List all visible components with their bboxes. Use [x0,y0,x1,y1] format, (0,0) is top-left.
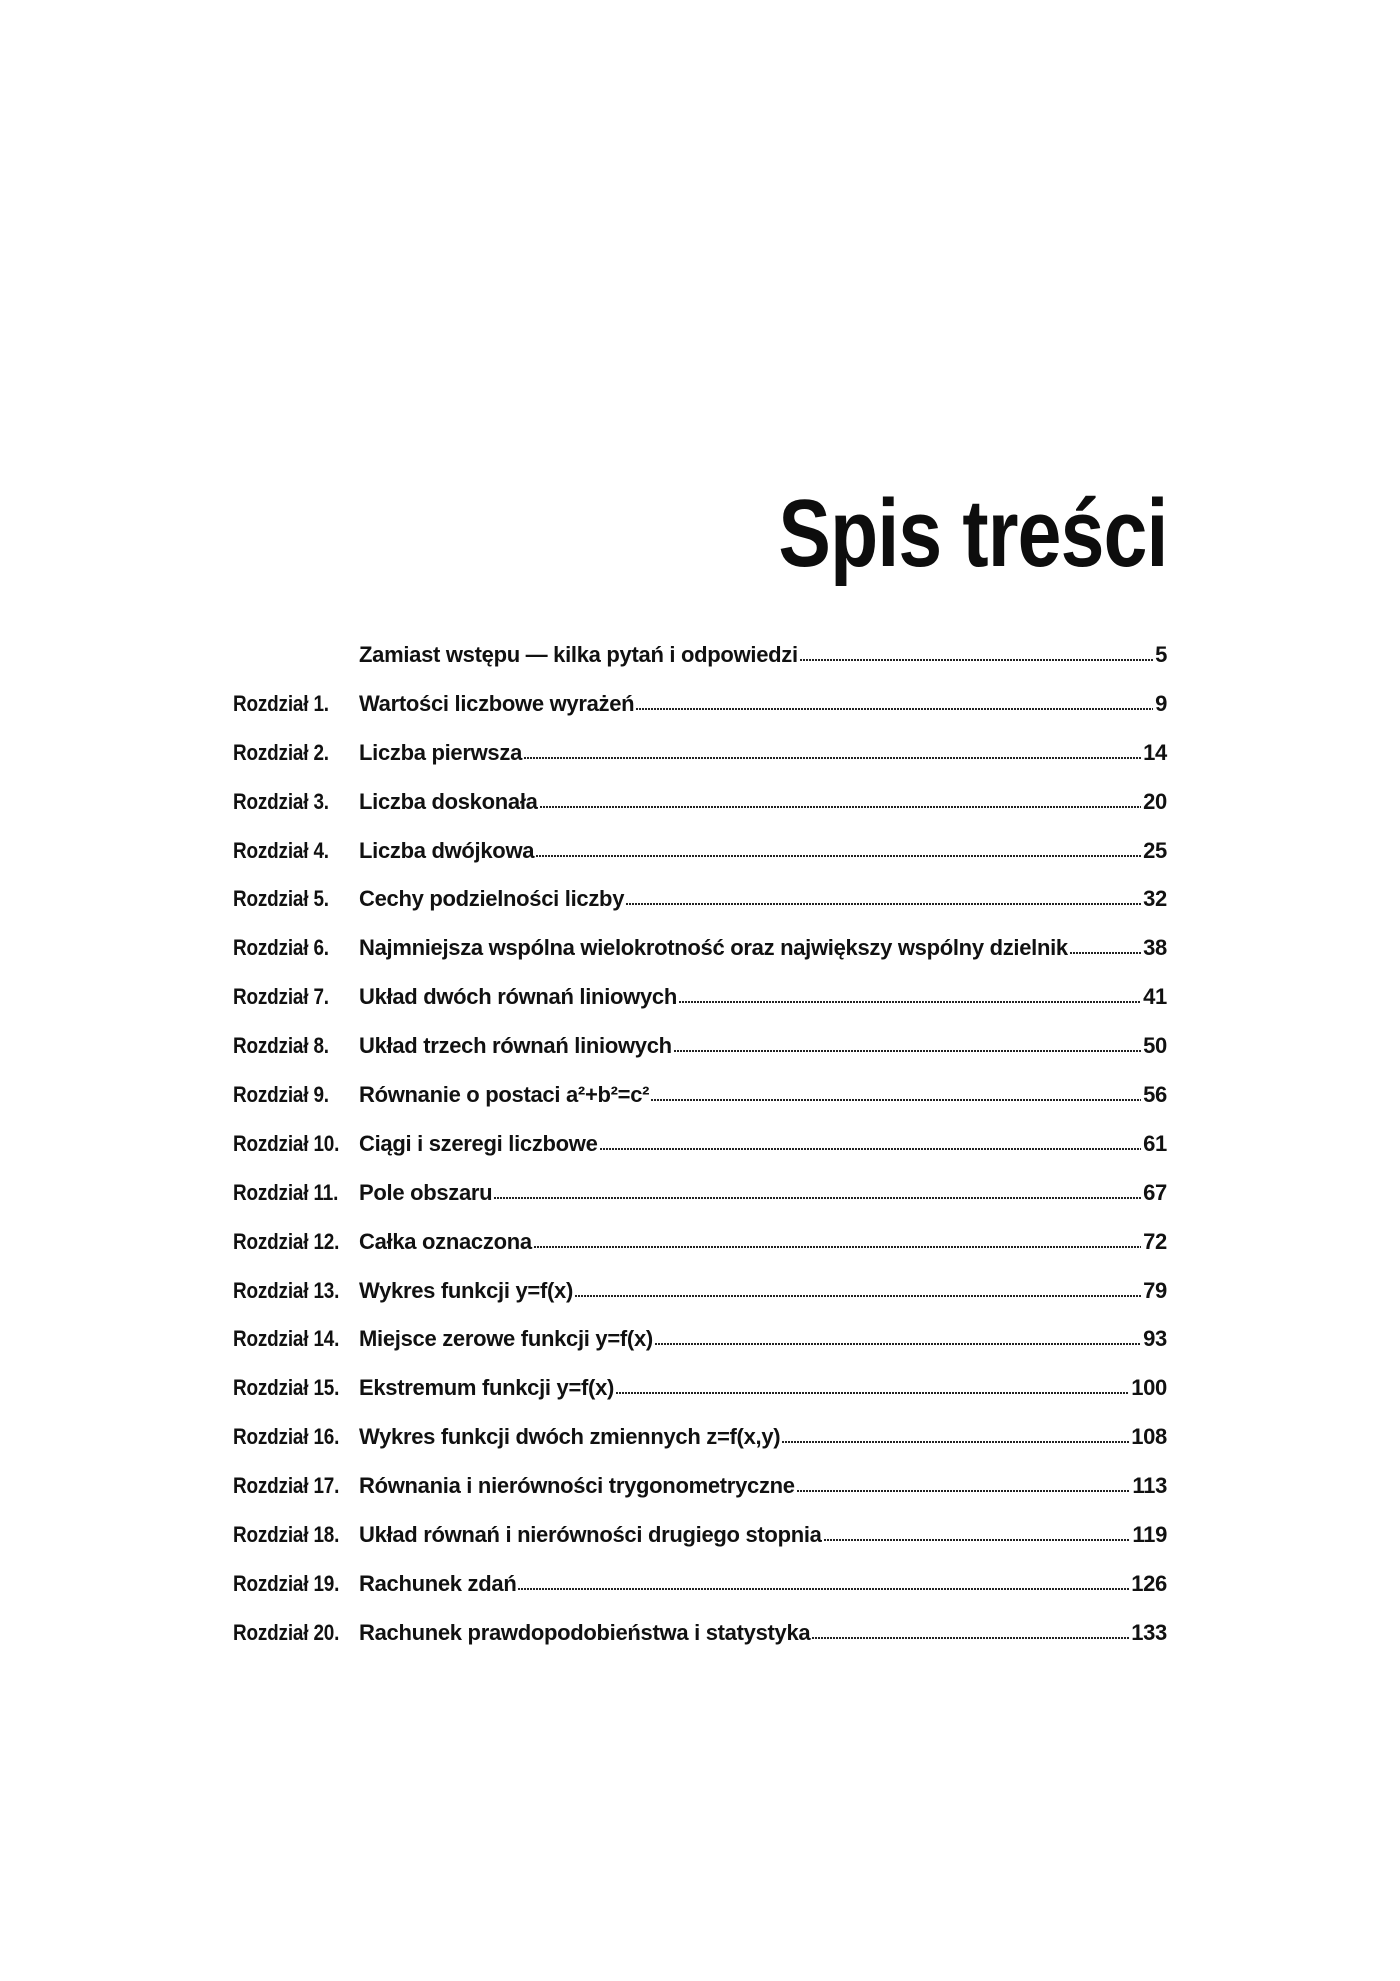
page-number: 133 [1131,1619,1167,1645]
chapter-title: Ekstremum funkcji y=f(x) [359,1375,615,1401]
toc-entry-body [359,1375,1167,1401]
page-number: 25 [1143,837,1167,863]
toc-entry-2[interactable] [233,740,1167,789]
chapter-number: Rozdział 13. [233,1277,340,1303]
dot-leader [575,1295,1141,1297]
toc-entry-body [359,1229,1167,1255]
chapter-number: Rozdział 9. [233,1082,329,1108]
toc-entry-4[interactable] [233,838,1167,887]
toc-entry-19[interactable] [233,1571,1167,1620]
page-number: 32 [1143,886,1167,912]
page-number: 113 [1132,1473,1167,1499]
toc-entry-body [359,1424,1167,1450]
toc-entry-body [359,1620,1167,1646]
toc-entry-body [359,1180,1167,1206]
chapter-number: Rozdział 10. [233,1130,340,1156]
page-number: 93 [1143,1326,1167,1352]
toc-entry-3[interactable] [233,789,1167,838]
page-number: 20 [1143,788,1167,814]
chapter-number: Rozdział 11. [233,1179,339,1205]
toc-entry-11[interactable] [233,1180,1167,1229]
toc-entry-body [359,1278,1167,1304]
dot-leader [524,757,1141,759]
page-number: 14 [1143,739,1167,765]
dot-leader [812,1637,1129,1639]
toc-entry-body [359,1033,1167,1059]
chapter-number: Rozdział 20. [233,1619,340,1645]
chapter-title: Rachunek zdań [359,1570,517,1596]
toc-entry-8[interactable] [233,1033,1167,1082]
chapter-number: Rozdział 3. [233,788,329,814]
chapter-title: Wartości liczbowe wyrażeń [359,690,635,716]
chapter-title: Zamiast wstępu — kilka pytań i odpowiedzi [359,642,798,667]
page-number: 61 [1143,1130,1167,1156]
dot-leader [824,1539,1131,1541]
toc-entry-6[interactable] [233,935,1167,984]
dot-leader [494,1197,1141,1199]
dot-leader [518,1588,1129,1590]
table-of-contents [233,642,1167,1669]
chapter-number: Rozdział 7. [233,984,329,1010]
page-number: 100 [1131,1375,1167,1401]
toc-entry-20[interactable] [233,1620,1167,1669]
chapter-title: Miejsce zerowe funkcji y=f(x) [359,1326,653,1352]
toc-entry-18[interactable] [233,1522,1167,1571]
chapter-number: Rozdział 6. [233,935,329,961]
chapter-number: Rozdział 15. [233,1375,340,1401]
dot-leader [782,1441,1129,1443]
chapter-number: Rozdział 4. [233,837,329,863]
toc-entry-body [359,1131,1167,1157]
chapter-title: Cechy podzielności liczby [359,886,625,912]
chapter-number: Rozdział 2. [233,739,329,765]
toc-entry-body [359,1326,1167,1352]
chapter-title: Liczba doskonała [359,788,538,814]
toc-entry-body [359,642,1167,668]
dot-leader [797,1490,1131,1492]
toc-entry-13[interactable] [233,1278,1167,1327]
chapter-title: Liczba pierwsza [359,739,523,765]
toc-entry-body [359,935,1167,961]
dot-leader [655,1343,1141,1345]
toc-entry-body [359,1571,1167,1597]
chapter-title: Równania i nierówności trygonometryczne [359,1473,795,1499]
toc-entry-body [359,984,1167,1010]
chapter-number: Rozdział 17. [233,1473,340,1499]
page-number: 50 [1143,1033,1167,1059]
chapter-number: Rozdział 5. [233,886,329,912]
dot-leader [1070,952,1141,954]
page-number: 79 [1143,1277,1167,1303]
toc-entry-15[interactable] [233,1375,1167,1424]
chapter-title: Układ trzech równań liniowych [359,1033,672,1059]
chapter-title: Równanie o postaci a²+b²=c² [359,1082,650,1108]
chapter-title: Najmniejsza wspólna wielokrotność oraz największy wspólny dzielnik [359,935,1068,961]
toc-entry-10[interactable] [233,1131,1167,1180]
toc-entry-1[interactable] [233,691,1167,740]
chapter-title: Układ dwóch równań liniowych [359,984,677,1010]
page-number: 5 [1155,642,1167,667]
page-number: 41 [1143,984,1167,1010]
toc-entry-16[interactable] [233,1424,1167,1473]
toc-entry-body [359,740,1167,766]
chapter-title: Liczba dwójkowa [359,837,535,863]
page-number: 119 [1132,1522,1167,1548]
dot-leader [600,1148,1142,1150]
chapter-number: Rozdział 16. [233,1424,340,1450]
page-number: 72 [1143,1228,1167,1254]
dot-leader [534,1246,1141,1248]
dot-leader [616,1392,1129,1394]
chapter-title: Ciągi i szeregi liczbowe [359,1130,598,1156]
chapter-number: Rozdział 14. [233,1326,340,1352]
toc-entry-5[interactable] [233,886,1167,935]
chapter-title: Układ równań i nierówności drugiego stopnia [359,1522,822,1548]
toc-entry-0[interactable] [233,642,1167,691]
toc-entry-7[interactable] [233,984,1167,1033]
dot-leader [679,1001,1141,1003]
page-number: 108 [1131,1424,1167,1450]
toc-entry-12[interactable] [233,1229,1167,1278]
page-number: 38 [1143,935,1167,961]
chapter-number: Rozdział 8. [233,1033,329,1059]
chapter-title: Całka oznaczona [359,1228,532,1254]
page-title: Spis treści [778,480,1168,587]
toc-entry-14[interactable] [233,1326,1167,1375]
dot-leader [800,659,1153,661]
dot-leader [636,708,1153,710]
chapter-title: Pole obszaru [359,1179,493,1205]
dot-leader [626,903,1141,905]
page-number: 126 [1131,1570,1167,1596]
chapter-title: Wykres funkcji dwóch zmiennych z=f(x,y) [359,1424,781,1450]
toc-entry-body [359,1473,1167,1499]
chapter-number: Rozdział 19. [233,1570,340,1596]
chapter-number: Rozdział 12. [233,1228,340,1254]
toc-entry-9[interactable] [233,1082,1167,1131]
dot-leader [674,1050,1141,1052]
toc-entry-body [359,1082,1167,1108]
toc-entry-17[interactable] [233,1473,1167,1522]
toc-entry-body [359,1522,1167,1548]
chapter-number: Rozdział 18. [233,1522,340,1548]
dot-leader [540,806,1142,808]
page-number: 56 [1143,1082,1167,1108]
chapter-number: Rozdział 1. [233,690,329,716]
chapter-title: Wykres funkcji y=f(x) [359,1277,573,1303]
chapter-title: Rachunek prawdopodobieństwa i statystyka [359,1619,811,1645]
dot-leader [536,855,1141,857]
page-number: 9 [1155,690,1167,716]
dot-leader [651,1099,1141,1101]
toc-entry-body [359,886,1167,912]
page-number: 67 [1143,1179,1167,1205]
toc-entry-body [359,789,1167,815]
toc-entry-body [359,691,1167,717]
toc-entry-body [359,838,1167,864]
